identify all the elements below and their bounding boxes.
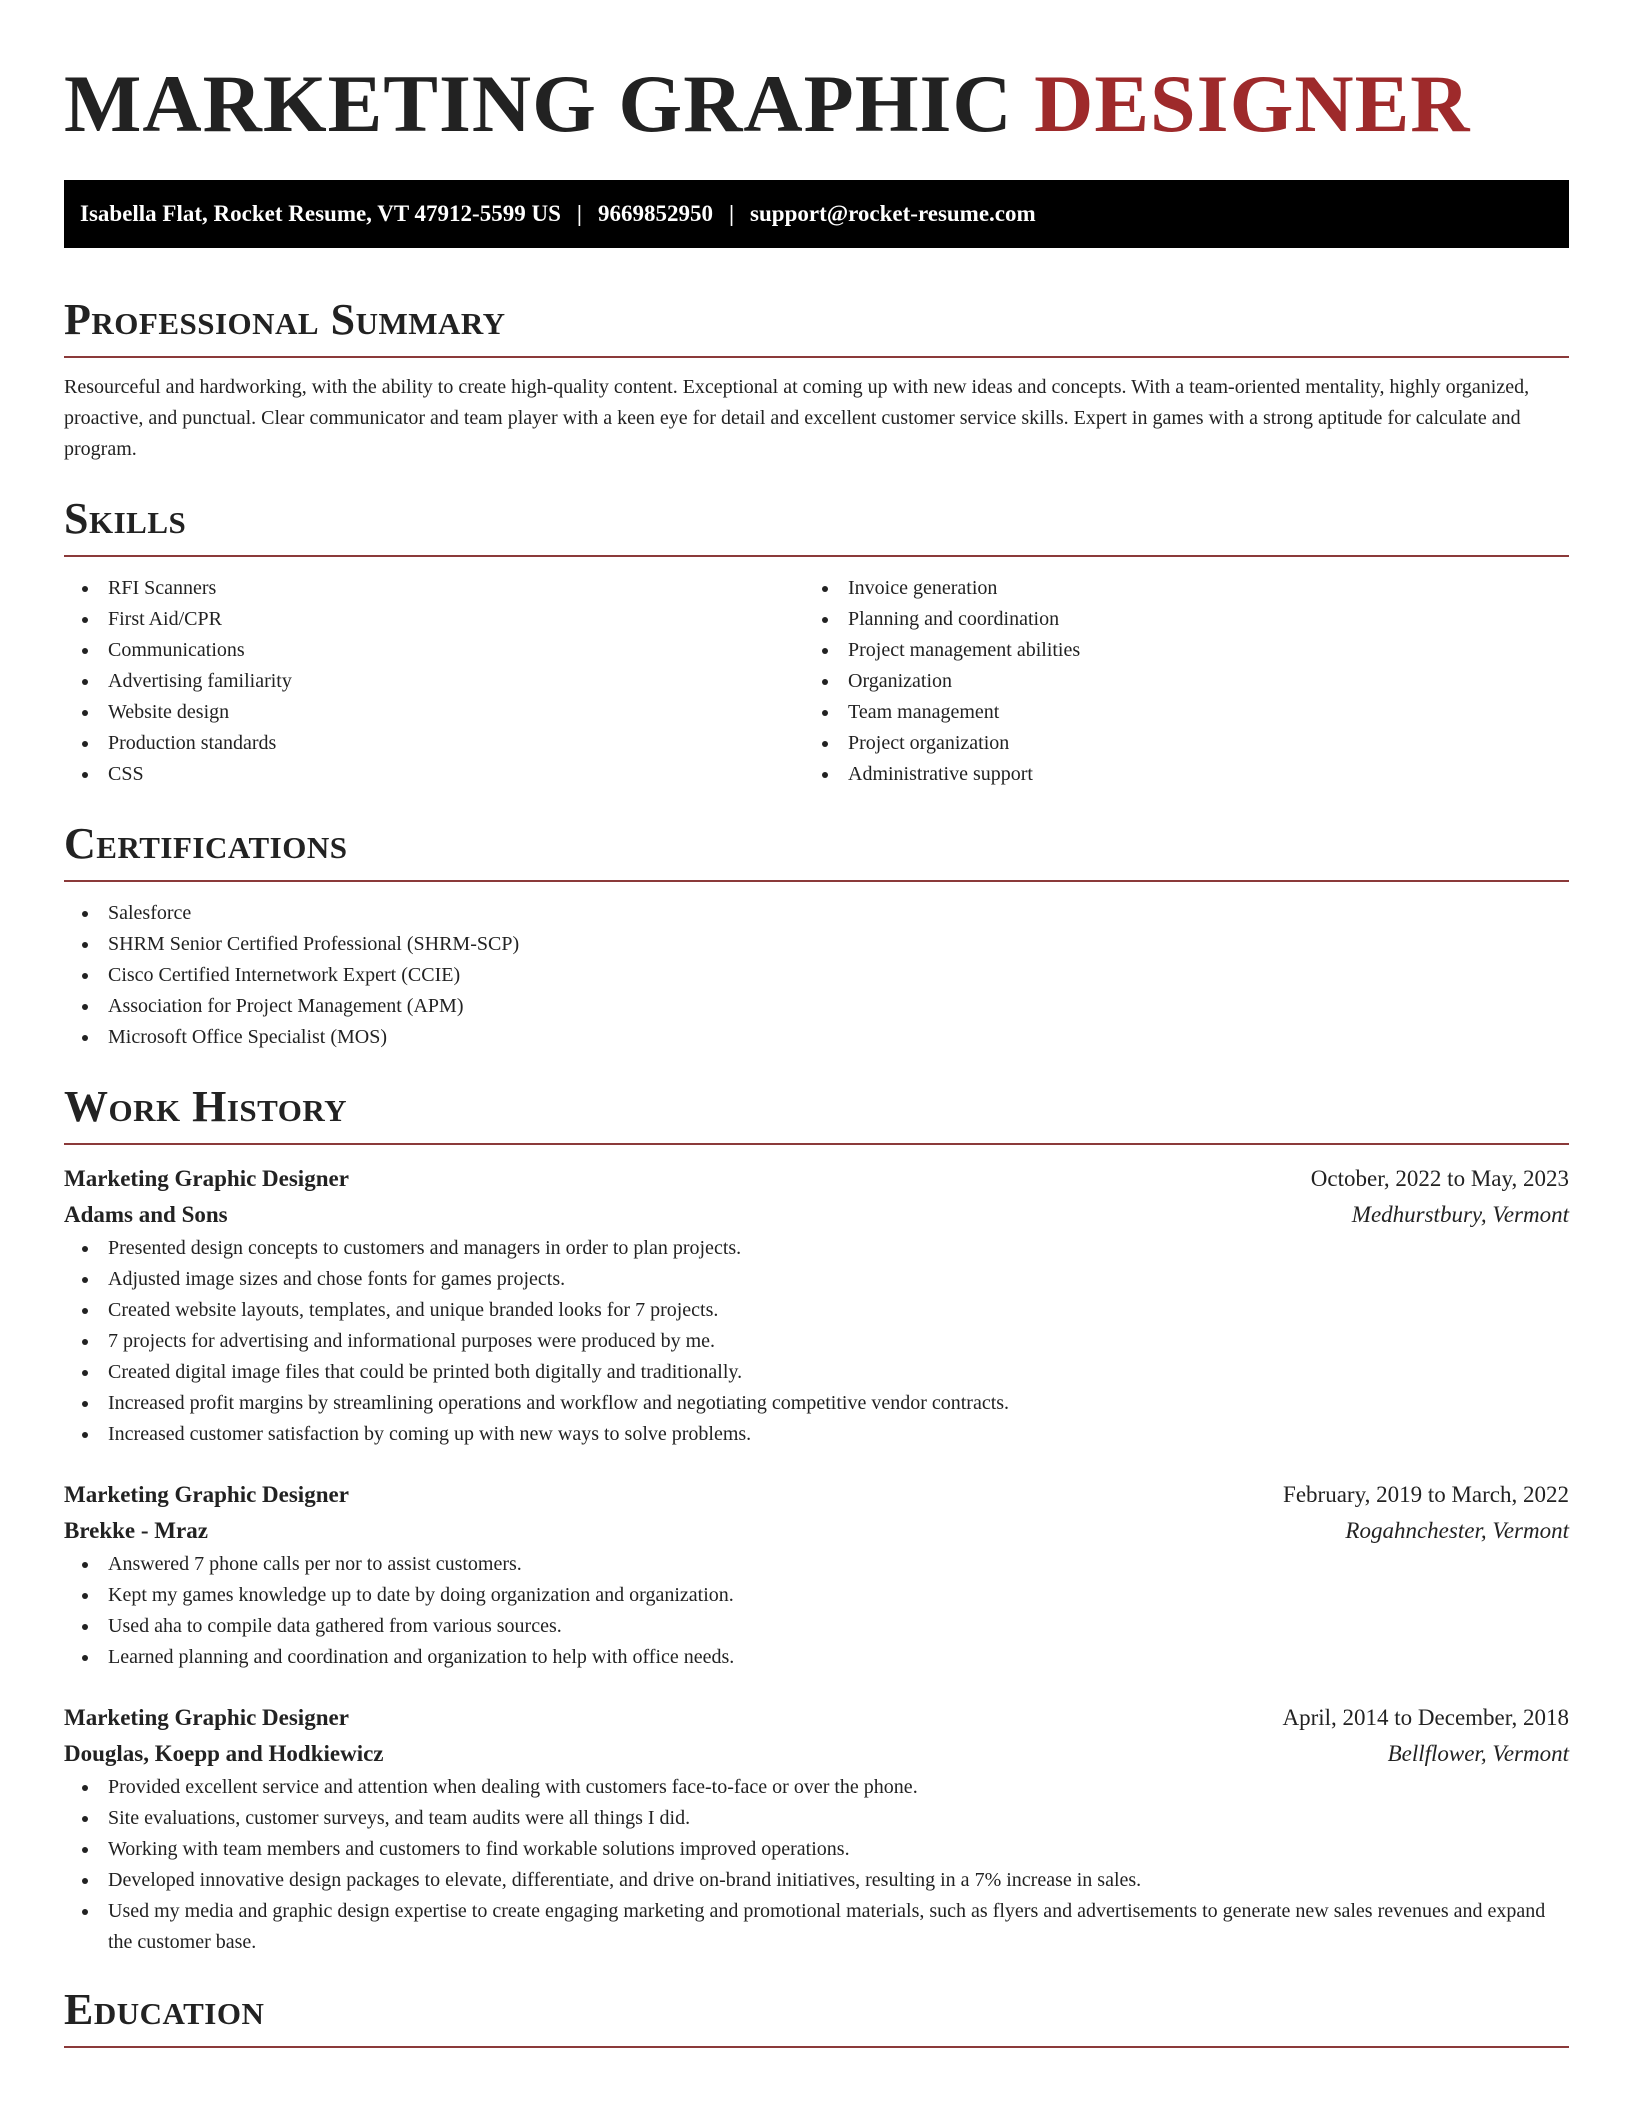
job-title: Marketing Graphic Designer	[64, 1705, 349, 1730]
job-bullet: Used my media and graphic design expertise to create engaging marketing and promotional materials, such as flyers and advertisements to generate new sales revenues and expand the customer base.	[64, 1896, 1569, 1958]
job-company: Adams and Sons	[64, 1202, 228, 1227]
contact-phone: 9669852950	[597, 201, 713, 226]
job-dates: April, 2014 to December, 2018	[1282, 1705, 1569, 1730]
certifications-heading: Certifications	[64, 819, 348, 868]
skill-item: Website design	[64, 697, 804, 728]
job-bullet: Created digital image files that could be printed both digitally and traditionally.	[64, 1357, 1569, 1388]
job-bullet: Increased profit margins by streamlining operations and workflow and negotiating competitive vendor contracts.	[64, 1388, 1569, 1419]
section-divider	[64, 555, 1569, 557]
job-bullet: Created website layouts, templates, and unique branded looks for 7 projects.	[64, 1295, 1569, 1326]
summary-section	[64, 294, 1569, 465]
job-location: Bellflower, Vermont	[1387, 1741, 1569, 1766]
job-bullets	[64, 1233, 1569, 1450]
summary-heading: Professional Summary	[64, 295, 506, 344]
job-bullet: Site evaluations, customer surveys, and team audits were all things I did.	[64, 1803, 1569, 1834]
section-divider	[64, 2046, 1569, 2048]
job-header-row	[64, 1477, 1569, 1513]
skill-item: Production standards	[64, 728, 804, 759]
title-main: MARKETING GRAPHIC	[64, 58, 1013, 149]
certification-item: Salesforce	[64, 898, 1569, 929]
skill-item: CSS	[64, 759, 804, 790]
job-bullet: 7 projects for advertising and informational purposes were produced by me.	[64, 1326, 1569, 1357]
job-entry	[64, 1477, 1569, 1673]
job-bullet: Increased customer satisfaction by coming up with new ways to solve problems.	[64, 1419, 1569, 1450]
job-title: Marketing Graphic Designer	[64, 1166, 349, 1191]
skill-item: First Aid/CPR	[64, 604, 804, 635]
skill-item: Team management	[804, 697, 1544, 728]
job-bullet: Used aha to compile data gathered from various sources.	[64, 1611, 1569, 1642]
job-bullet: Provided excellent service and attention when dealing with customers face-to-face or over the phone.	[64, 1772, 1569, 1803]
certifications-section	[64, 818, 1569, 1053]
job-location: Medhurstbury, Vermont	[1351, 1202, 1569, 1227]
title-accent: DESIGNER	[1034, 58, 1471, 149]
job-company: Douglas, Koepp and Hodkiewicz	[64, 1741, 384, 1766]
section-divider	[64, 1143, 1569, 1145]
skills-right-list	[804, 573, 1544, 790]
job-header-row	[64, 1161, 1569, 1197]
contact-address: Isabella Flat, Rocket Resume, VT 47912-5599 US	[80, 201, 561, 226]
job-location: Rogahnchester, Vermont	[1345, 1518, 1569, 1543]
education-section	[64, 1984, 1569, 2048]
summary-text: Resourceful and hardworking, with the ability to create high-quality content. Exceptional at coming up with new ideas and concepts. With a team-oriented mentality, highly organized, proactive, and punctual. Clear communicator and team player with a keen eye for detail and excellent customer service skills. Expert in games with a strong aptitude for calculate and program.	[64, 376, 1530, 460]
job-title: Marketing Graphic Designer	[64, 1482, 349, 1507]
resume-title	[64, 58, 1569, 150]
job-entry	[64, 1161, 1569, 1450]
skill-item: Project organization	[804, 728, 1544, 759]
job-subheader-row	[64, 1736, 1569, 1772]
education-heading: Education	[64, 1985, 265, 2034]
job-bullets	[64, 1772, 1569, 1958]
certification-item: Microsoft Office Specialist (MOS)	[64, 1022, 1569, 1053]
skills-heading: Skills	[64, 494, 187, 543]
contact-email: support@rocket-resume.com	[750, 201, 1036, 226]
certification-item: Cisco Certified Internetwork Expert (CCIE)	[64, 960, 1569, 991]
job-bullet: Kept my games knowledge up to date by doing organization and organization.	[64, 1580, 1569, 1611]
certifications-list	[64, 898, 1569, 1053]
job-bullets	[64, 1549, 1569, 1673]
job-bullet: Answered 7 phone calls per nor to assist customers.	[64, 1549, 1569, 1580]
skill-item: Invoice generation	[804, 573, 1544, 604]
job-entry	[64, 1700, 1569, 1958]
job-bullet: Adjusted image sizes and chose fonts for games projects.	[64, 1264, 1569, 1295]
skill-item: Advertising familiarity	[64, 666, 804, 697]
skill-item: Project management abilities	[804, 635, 1544, 666]
certification-item: SHRM Senior Certified Professional (SHRM-SCP)	[64, 929, 1569, 960]
job-subheader-row	[64, 1513, 1569, 1549]
section-divider	[64, 356, 1569, 358]
job-subheader-row	[64, 1197, 1569, 1233]
work-history-heading: Work History	[64, 1082, 348, 1131]
job-bullet: Working with team members and customers to find workable solutions improved operations.	[64, 1834, 1569, 1865]
skill-item: RFI Scanners	[64, 573, 804, 604]
skill-item: Planning and coordination	[804, 604, 1544, 635]
job-dates: October, 2022 to May, 2023	[1310, 1166, 1569, 1191]
skills-section	[64, 493, 1569, 790]
certification-item: Association for Project Management (APM)	[64, 991, 1569, 1022]
job-bullet: Presented design concepts to customers and managers in order to plan projects.	[64, 1233, 1569, 1264]
skills-left-list	[64, 573, 804, 790]
contact-separator: |	[728, 201, 735, 226]
job-dates: February, 2019 to March, 2022	[1283, 1482, 1569, 1507]
job-bullet: Developed innovative design packages to elevate, differentiate, and drive on-brand initiatives, resulting in a 7% increase in sales.	[64, 1865, 1569, 1896]
work-history-section	[64, 1081, 1569, 1958]
job-company: Brekke - Mraz	[64, 1518, 208, 1543]
skill-item: Communications	[64, 635, 804, 666]
skills-grid	[64, 573, 1569, 790]
job-header-row	[64, 1700, 1569, 1736]
skill-item: Administrative support	[804, 759, 1544, 790]
contact-separator: |	[576, 201, 582, 226]
contact-bar	[64, 180, 1569, 248]
skill-item: Organization	[804, 666, 1544, 697]
job-bullet: Learned planning and coordination and organization to help with office needs.	[64, 1642, 1569, 1673]
section-divider	[64, 880, 1569, 882]
